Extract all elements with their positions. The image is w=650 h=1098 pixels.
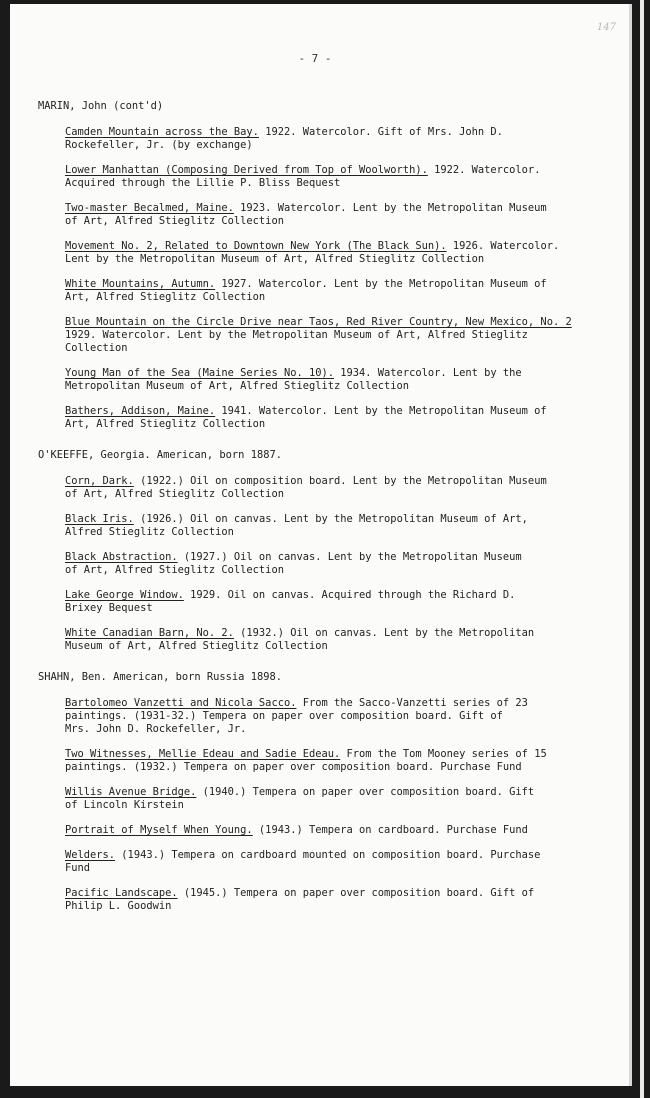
artwork-details: (1945.) Tempera on paper over composition board. Gift of Philip L. Goodwin	[65, 887, 535, 912]
artwork-title: White Mountains, Autumn.	[65, 278, 216, 290]
artwork-entry	[65, 551, 594, 577]
artwork-entry	[65, 126, 594, 152]
artwork-title: Two-master Becalmed, Maine.	[65, 202, 234, 214]
handwritten-page-mark: 147	[596, 22, 616, 33]
artist-section	[38, 449, 594, 653]
artwork-title: White Canadian Barn, No. 2.	[65, 627, 234, 639]
artwork-entry	[65, 367, 594, 393]
catalogue-list	[38, 100, 594, 931]
artwork-entry	[65, 405, 594, 431]
page-edge	[640, 0, 644, 1098]
artwork-entry	[65, 748, 594, 774]
artwork-entry	[65, 316, 594, 355]
artist-heading: SHAHN, Ben. American, born Russia 1898.	[38, 671, 282, 683]
artwork-details: 1941. Watercolor. Lent by the Metropolitan Museum of Art, Alfred Stieglitz Collection	[65, 405, 547, 430]
artwork-details: From the Tom Mooney series of 15 paintings. (1932.) Tempera on paper over composition board. Purchase Fund	[65, 748, 547, 773]
artwork-title: Portrait of Myself When Young.	[65, 824, 253, 836]
artwork-entry	[65, 475, 594, 501]
artwork-title: Black Abstraction.	[65, 551, 178, 563]
artwork-title: Movement No. 2, Related to Downtown New York (The Black Sun).	[65, 240, 447, 252]
artwork-details: 1926. Watercolor. Lent by the Metropolitan Museum of Art, Alfred Stieglitz Collection	[65, 240, 560, 265]
artist-heading: O'KEEFFE, Georgia. American, born 1887.	[38, 449, 282, 461]
artwork-title: Bathers, Addison, Maine.	[65, 405, 216, 417]
artwork-details: 1929. Watercolor. Lent by the Metropolitan Museum of Art, Alfred Stieglitz Collection	[65, 329, 528, 354]
artwork-title: Two Witnesses, Mellie Edeau and Sadie Edeau.	[65, 748, 341, 760]
artwork-title: Black Iris.	[65, 513, 134, 525]
artwork-title: Lower Manhattan (Composing Derived from Top of Woolworth).	[65, 164, 428, 176]
artwork-details: (1932.) Oil on canvas. Lent by the Metropolitan Museum of Art, Alfred Stieglitz Collection	[65, 627, 535, 652]
artwork-entry	[65, 887, 594, 913]
artwork-details: 1922. Watercolor. Acquired through the Lillie P. Bliss Bequest	[65, 164, 541, 189]
page-number: - 7 -	[298, 52, 332, 65]
artwork-details: 1922. Watercolor. Gift of Mrs. John D. Rockefeller, Jr. (by exchange)	[65, 126, 503, 151]
artwork-title: Young Man of the Sea (Maine Series No. 10).	[65, 367, 334, 379]
artwork-entry	[65, 202, 594, 228]
artwork-entry	[65, 164, 594, 190]
artwork-details: 1929. Oil on canvas. Acquired through the Richard D. Brixey Bequest	[65, 589, 516, 614]
artist-section	[38, 100, 594, 431]
artwork-details: (1943.) Tempera on cardboard mounted on composition board. Purchase Fund	[65, 849, 541, 874]
artwork-details: (1922.) Oil on composition board. Lent by the Metropolitan Museum of Art, Alfred Stieglitz Collection	[65, 475, 547, 500]
artwork-title: Welders.	[65, 849, 116, 861]
artwork-entry	[65, 589, 594, 615]
artwork-details: (1943.) Tempera on cardboard. Purchase Fund	[252, 824, 528, 836]
artwork-entry	[65, 627, 594, 653]
artwork-details: (1927.) Oil on canvas. Lent by the Metropolitan Museum of Art, Alfred Stieglitz Collection	[65, 551, 522, 576]
artwork-title: Bartolomeo Vanzetti and Nicola Sacco.	[65, 697, 297, 709]
artwork-entry	[65, 786, 594, 812]
artwork-entry	[65, 824, 594, 837]
artwork-details: 1923. Watercolor. Lent by the Metropolitan Museum of Art, Alfred Stieglitz Collection	[65, 202, 547, 227]
artwork-entry	[65, 513, 594, 539]
artwork-details: From the Sacco-Vanzetti series of 23 paintings. (1931-32.) Tempera on paper over composition board. Gift of Mrs. John D. Rockefeller, Jr.	[65, 697, 528, 735]
document-page	[10, 4, 632, 1086]
artwork-title: Lake George Window.	[65, 589, 184, 601]
artwork-entry	[65, 849, 594, 875]
artwork-details: 1934. Watercolor. Lent by the Metropolitan Museum of Art, Alfred Stieglitz Collection	[65, 367, 522, 392]
artwork-title: Pacific Landscape.	[65, 887, 178, 899]
artwork-details: 1927. Watercolor. Lent by the Metropolitan Museum of Art, Alfred Stieglitz Collection	[65, 278, 547, 303]
artwork-title: Willis Avenue Bridge.	[65, 786, 197, 798]
artwork-details: (1940.) Tempera on paper over composition board. Gift of Lincoln Kirstein	[65, 786, 535, 811]
artwork-entry	[65, 240, 594, 266]
artist-section	[38, 671, 594, 913]
artwork-title: Camden Mountain across the Bay.	[65, 126, 259, 138]
artist-heading: MARIN, John (cont'd)	[38, 100, 164, 112]
artwork-details: (1926.) Oil on canvas. Lent by the Metropolitan Museum of Art, Alfred Stieglitz Collection	[65, 513, 528, 538]
artwork-title: Blue Mountain on the Circle Drive near Taos, Red River Country, New Mexico, No. 2	[65, 316, 572, 328]
artwork-entry	[65, 278, 594, 304]
artwork-title: Corn, Dark.	[65, 475, 134, 487]
artwork-entry	[65, 697, 594, 736]
